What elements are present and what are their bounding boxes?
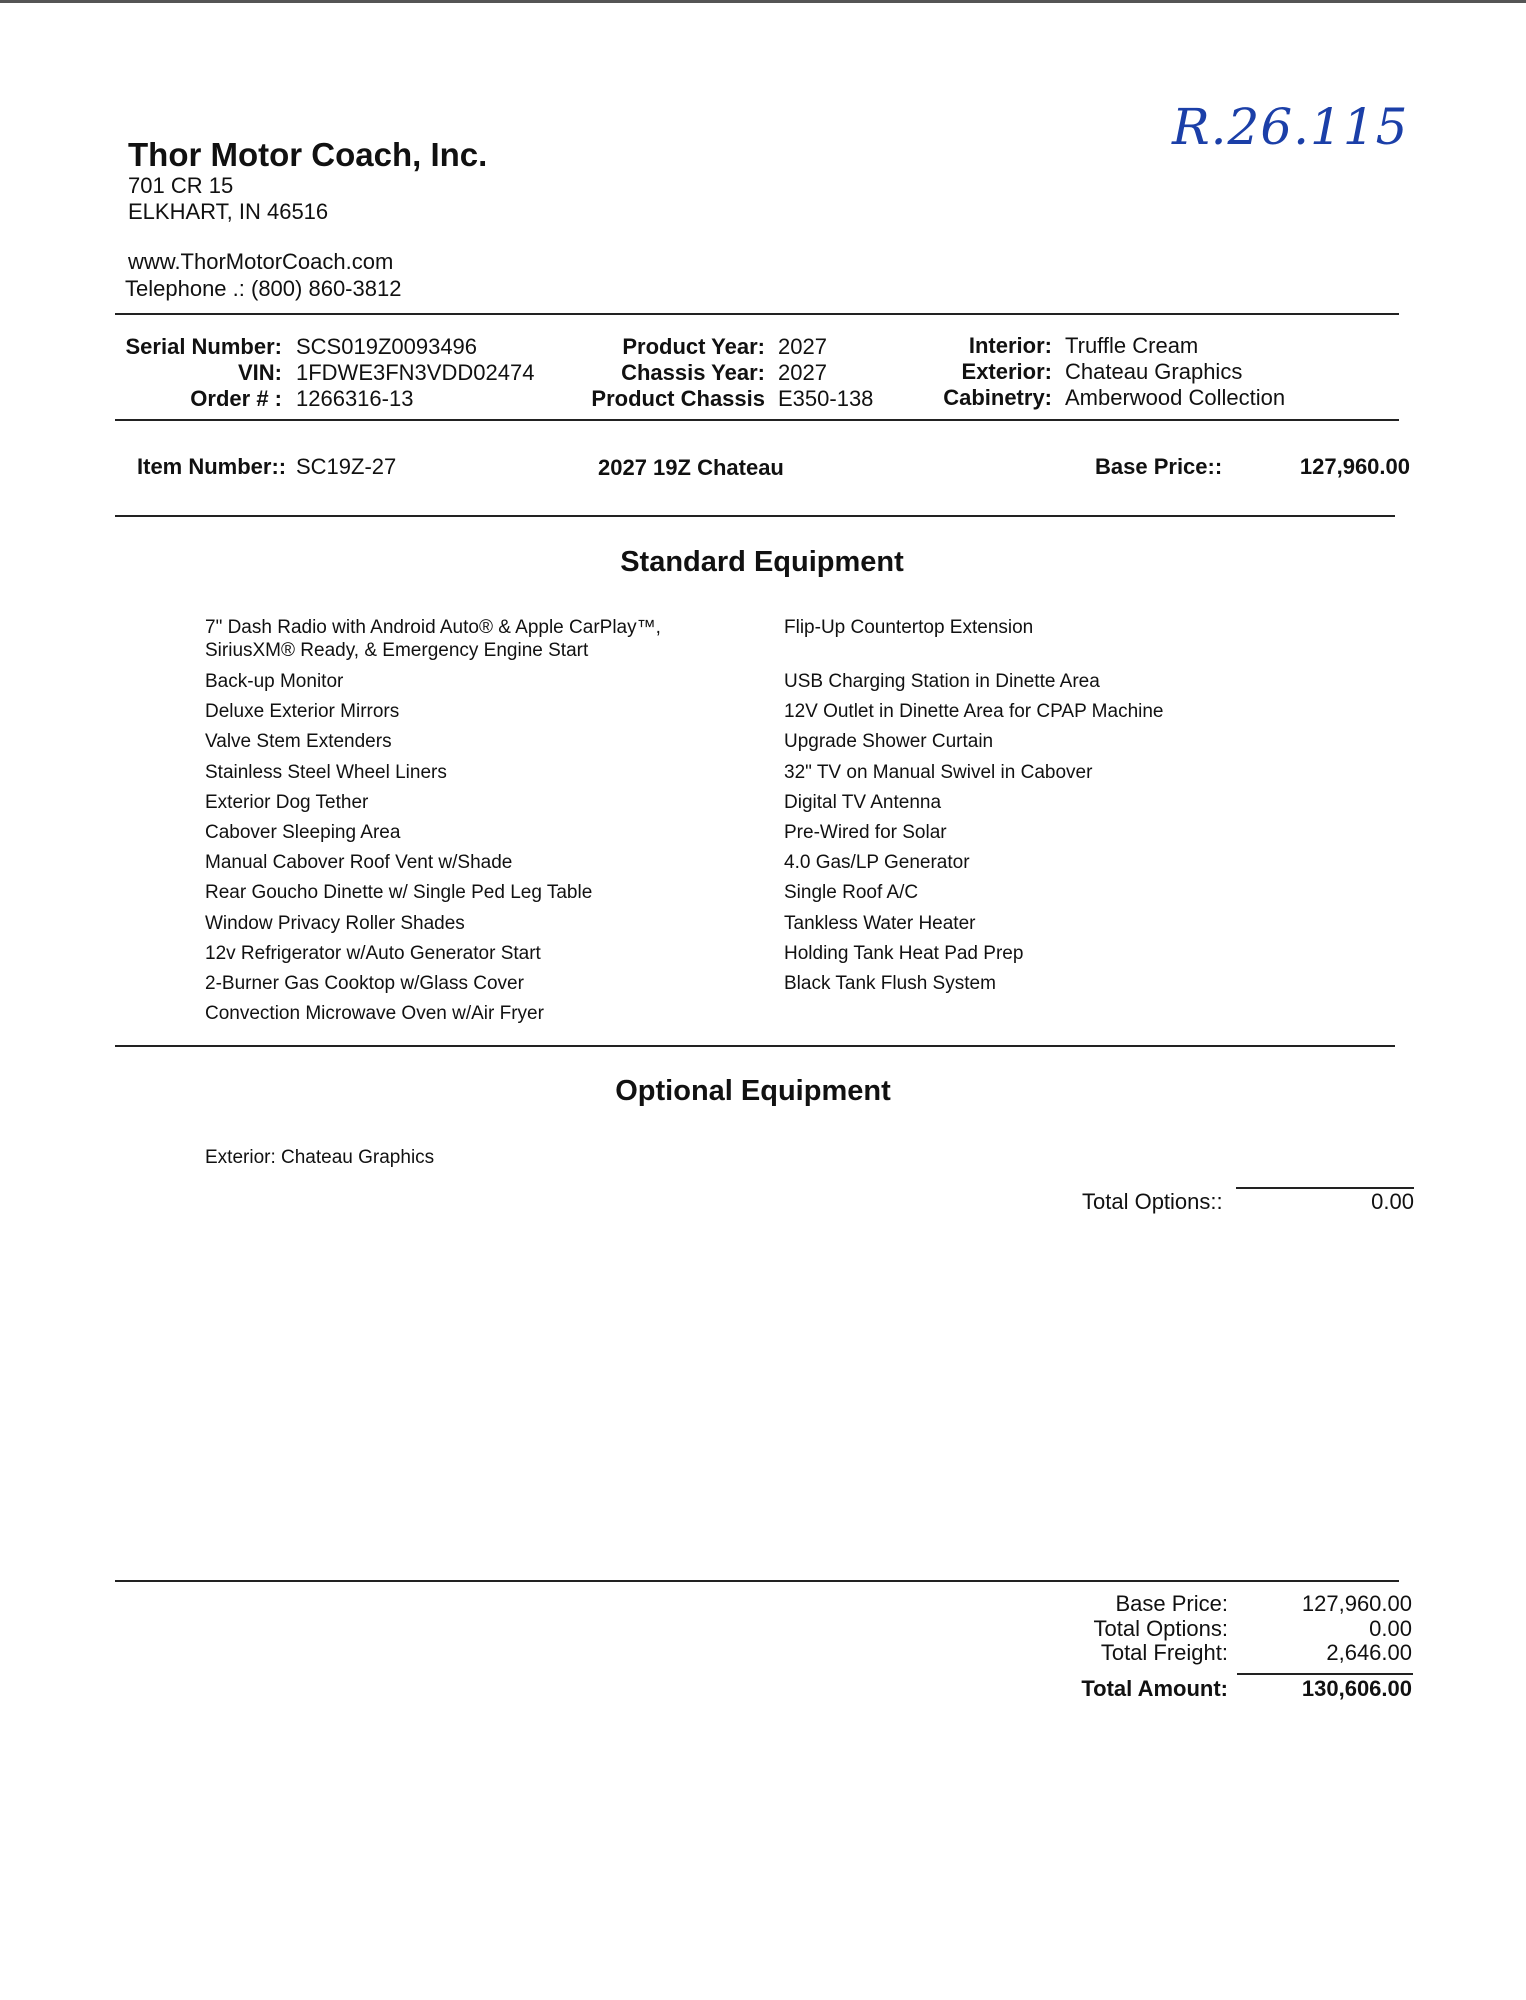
item-number-label: Item Number:: xyxy=(137,454,287,479)
list-item: 12V Outlet in Dinette Area for CPAP Machine xyxy=(784,701,1164,723)
base-price-label: Base Price:: xyxy=(1095,454,1223,479)
list-item: Tankless Water Heater xyxy=(784,912,976,934)
cabinetry-value: Amberwood Collection xyxy=(1065,385,1286,410)
company-website: www.ThorMotorCoach.com xyxy=(128,249,394,274)
totals-total-freight-value: 2,646.00 xyxy=(1326,1640,1412,1665)
list-item: USB Charging Station in Dinette Area xyxy=(784,671,1100,692)
cabinetry-label: Cabinetry: xyxy=(943,385,1052,410)
exterior-label: Exterior: xyxy=(961,359,1052,384)
list-item: Window Privacy Roller Shades xyxy=(205,912,465,934)
exterior-value: Chateau Graphics xyxy=(1065,359,1243,384)
handwritten-note: R.26.115 xyxy=(1172,98,1409,156)
list-item: 32" TV on Manual Swivel in Cabover xyxy=(784,761,1093,783)
chassis-year-value: 2027 xyxy=(778,360,827,385)
telephone-number: (800) 860-3812 xyxy=(251,276,402,301)
vehicle-info-divider xyxy=(115,419,1399,421)
list-item: Valve Stem Extenders xyxy=(205,731,392,753)
product-year-label: Product Year: xyxy=(622,334,765,359)
company-address-line2: ELKHART, IN 46516 xyxy=(128,199,329,224)
total-amount-label: Total Amount: xyxy=(1081,1676,1228,1701)
list-item: Pre-Wired for Solar xyxy=(784,821,947,843)
total-amount-value: 130,606.00 xyxy=(1301,1676,1412,1701)
standard-equipment-left-list xyxy=(205,613,745,1029)
list-item: 12v Refrigerator w/Auto Generator Start xyxy=(205,942,541,964)
list-item: Black Tank Flush System xyxy=(784,972,996,994)
list-item: Exterior Dog Tether xyxy=(205,791,369,813)
standard-equipment-right-list xyxy=(784,613,1384,999)
serial-number-value: SCS019Z0093496 xyxy=(296,334,478,359)
totals-base-price-label: Base Price: xyxy=(1115,1591,1228,1616)
vin-value: 1FDWE3FN3VDD02474 xyxy=(296,360,535,385)
order-number-value: 1266316-13 xyxy=(296,386,414,411)
order-number-label: Order # : xyxy=(190,386,282,411)
list-item: Upgrade Shower Curtain xyxy=(784,731,994,753)
list-item: Deluxe Exterior Mirrors xyxy=(205,701,400,723)
vin-label: VIN: xyxy=(238,360,282,385)
interior-label: Interior: xyxy=(968,333,1052,358)
product-year-value: 2027 xyxy=(778,334,827,359)
totals-total-options-label: Total Options: xyxy=(1093,1616,1228,1641)
list-item: Stainless Steel Wheel Liners xyxy=(205,761,447,783)
model-name: 2027 19Z Chateau xyxy=(598,455,784,480)
standard-equipment-title: Standard Equipment xyxy=(620,546,904,578)
list-item: 7" Dash Radio with Android Auto® & Apple CarPlay™, SiriusXM® Ready, & Emergency Engine Start xyxy=(205,617,661,661)
list-item: 4.0 Gas/LP Generator xyxy=(784,852,970,874)
chassis-year-label: Chassis Year: xyxy=(621,360,765,385)
optional-total-options-label: Total Options:: xyxy=(1082,1189,1223,1214)
list-item: 2-Burner Gas Cooktop w/Glass Cover xyxy=(205,972,524,994)
standard-equipment-divider xyxy=(115,1045,1395,1047)
total-amount-rule xyxy=(1237,1673,1413,1675)
optional-equipment-title: Optional Equipment xyxy=(615,1075,891,1107)
totals-base-price-value: 127,960.00 xyxy=(1301,1591,1412,1616)
base-price-value: 127,960.00 xyxy=(1299,454,1410,479)
list-item: Flip-Up Countertop Extension xyxy=(784,617,1034,638)
serial-number-label: Serial Number: xyxy=(125,334,282,359)
list-item: Cabover Sleeping Area xyxy=(205,821,401,843)
item-number-value: SC19Z-27 xyxy=(296,454,397,479)
list-item: Single Roof A/C xyxy=(784,882,919,904)
list-item: Back-up Monitor xyxy=(205,671,344,692)
interior-value: Truffle Cream xyxy=(1065,333,1199,358)
optional-total-options-value: 0.00 xyxy=(1371,1189,1414,1214)
scan-edge-line xyxy=(0,0,1526,3)
telephone-label: Telephone .: xyxy=(125,276,245,301)
totals-total-freight-label: Total Freight: xyxy=(1100,1640,1228,1665)
company-address-line1: 701 CR 15 xyxy=(128,173,234,198)
list-item: Holding Tank Heat Pad Prep xyxy=(784,942,1024,964)
list-item: Digital TV Antenna xyxy=(784,791,942,813)
product-chassis-label: Product Chassis xyxy=(591,386,765,411)
totals-divider xyxy=(115,1580,1399,1582)
header-divider xyxy=(115,313,1399,315)
totals-total-options-value: 0.00 xyxy=(1369,1616,1412,1641)
list-item: Convection Microwave Oven w/Air Fryer xyxy=(205,1003,544,1025)
item-divider xyxy=(115,515,1395,517)
list-item: Rear Goucho Dinette w/ Single Ped Leg Table xyxy=(205,882,593,904)
company-name: Thor Motor Coach, Inc. xyxy=(128,136,488,173)
optional-equipment-item: Exterior: Chateau Graphics xyxy=(205,1147,435,1168)
product-chassis-value: E350-138 xyxy=(778,386,874,411)
company-telephone xyxy=(125,275,401,303)
list-item: Manual Cabover Roof Vent w/Shade xyxy=(205,852,513,874)
